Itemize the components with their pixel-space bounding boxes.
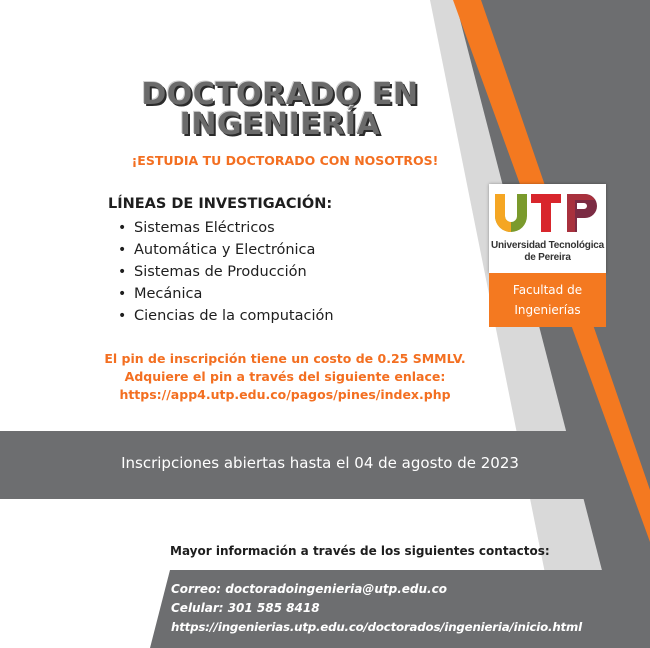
list-item: • Sistemas de Producción	[118, 261, 334, 283]
page-title	[90, 77, 470, 142]
university-name-line-2: de Pereira	[524, 252, 571, 263]
contact-phone[interactable]: Celular: 301 585 8418	[171, 601, 320, 615]
list-item: • Automática y Electrónica	[118, 239, 334, 261]
tagline: ¡ESTUDIA TU DOCTORADO CON NOSOTROS!	[131, 153, 439, 168]
utp-logo-icon	[489, 184, 606, 240]
list-item: • Mecánica	[118, 283, 334, 305]
faculty-badge	[489, 273, 606, 327]
contacts-heading: Mayor información a través de los siguientes contactos:	[170, 544, 550, 558]
faculty-line-2: Ingenierías	[514, 303, 581, 317]
university-name	[489, 240, 606, 264]
research-lines-heading: LÍNEAS DE INVESTIGACIÓN:	[108, 196, 333, 212]
contact-email[interactable]: Correo: doctoradoingenieria@utp.edu.co	[171, 582, 447, 596]
contact-website[interactable]: https://ingenierias.utp.edu.co/doctorados/ingenieria/inicio.html	[171, 620, 582, 634]
list-item: • Ciencias de la computación	[118, 305, 334, 327]
list-item: • Sistemas Eléctricos	[118, 217, 334, 239]
pin-link[interactable]: https://app4.utp.edu.co/pagos/pines/index.php	[119, 387, 451, 402]
deadline-text: Inscripciones abiertas hasta el 04 de agosto de 2023	[121, 454, 519, 472]
utp-logo-card	[489, 184, 606, 273]
faculty-line-1: Facultad de	[512, 283, 583, 297]
university-name-line-1: Universidad Tecnológica	[490, 240, 605, 251]
research-lines-list	[118, 217, 334, 327]
title-line-1: DOCTORADO EN	[141, 77, 419, 112]
pin-cost-text: El pin de inscripción tiene un costo de 0.25 SMMLV.	[104, 351, 466, 366]
pin-info	[40, 350, 530, 404]
title-line-2: INGENIERÍA	[179, 107, 381, 142]
pin-instructions: Adquiere el pin a través del siguiente enlace:	[124, 369, 446, 384]
